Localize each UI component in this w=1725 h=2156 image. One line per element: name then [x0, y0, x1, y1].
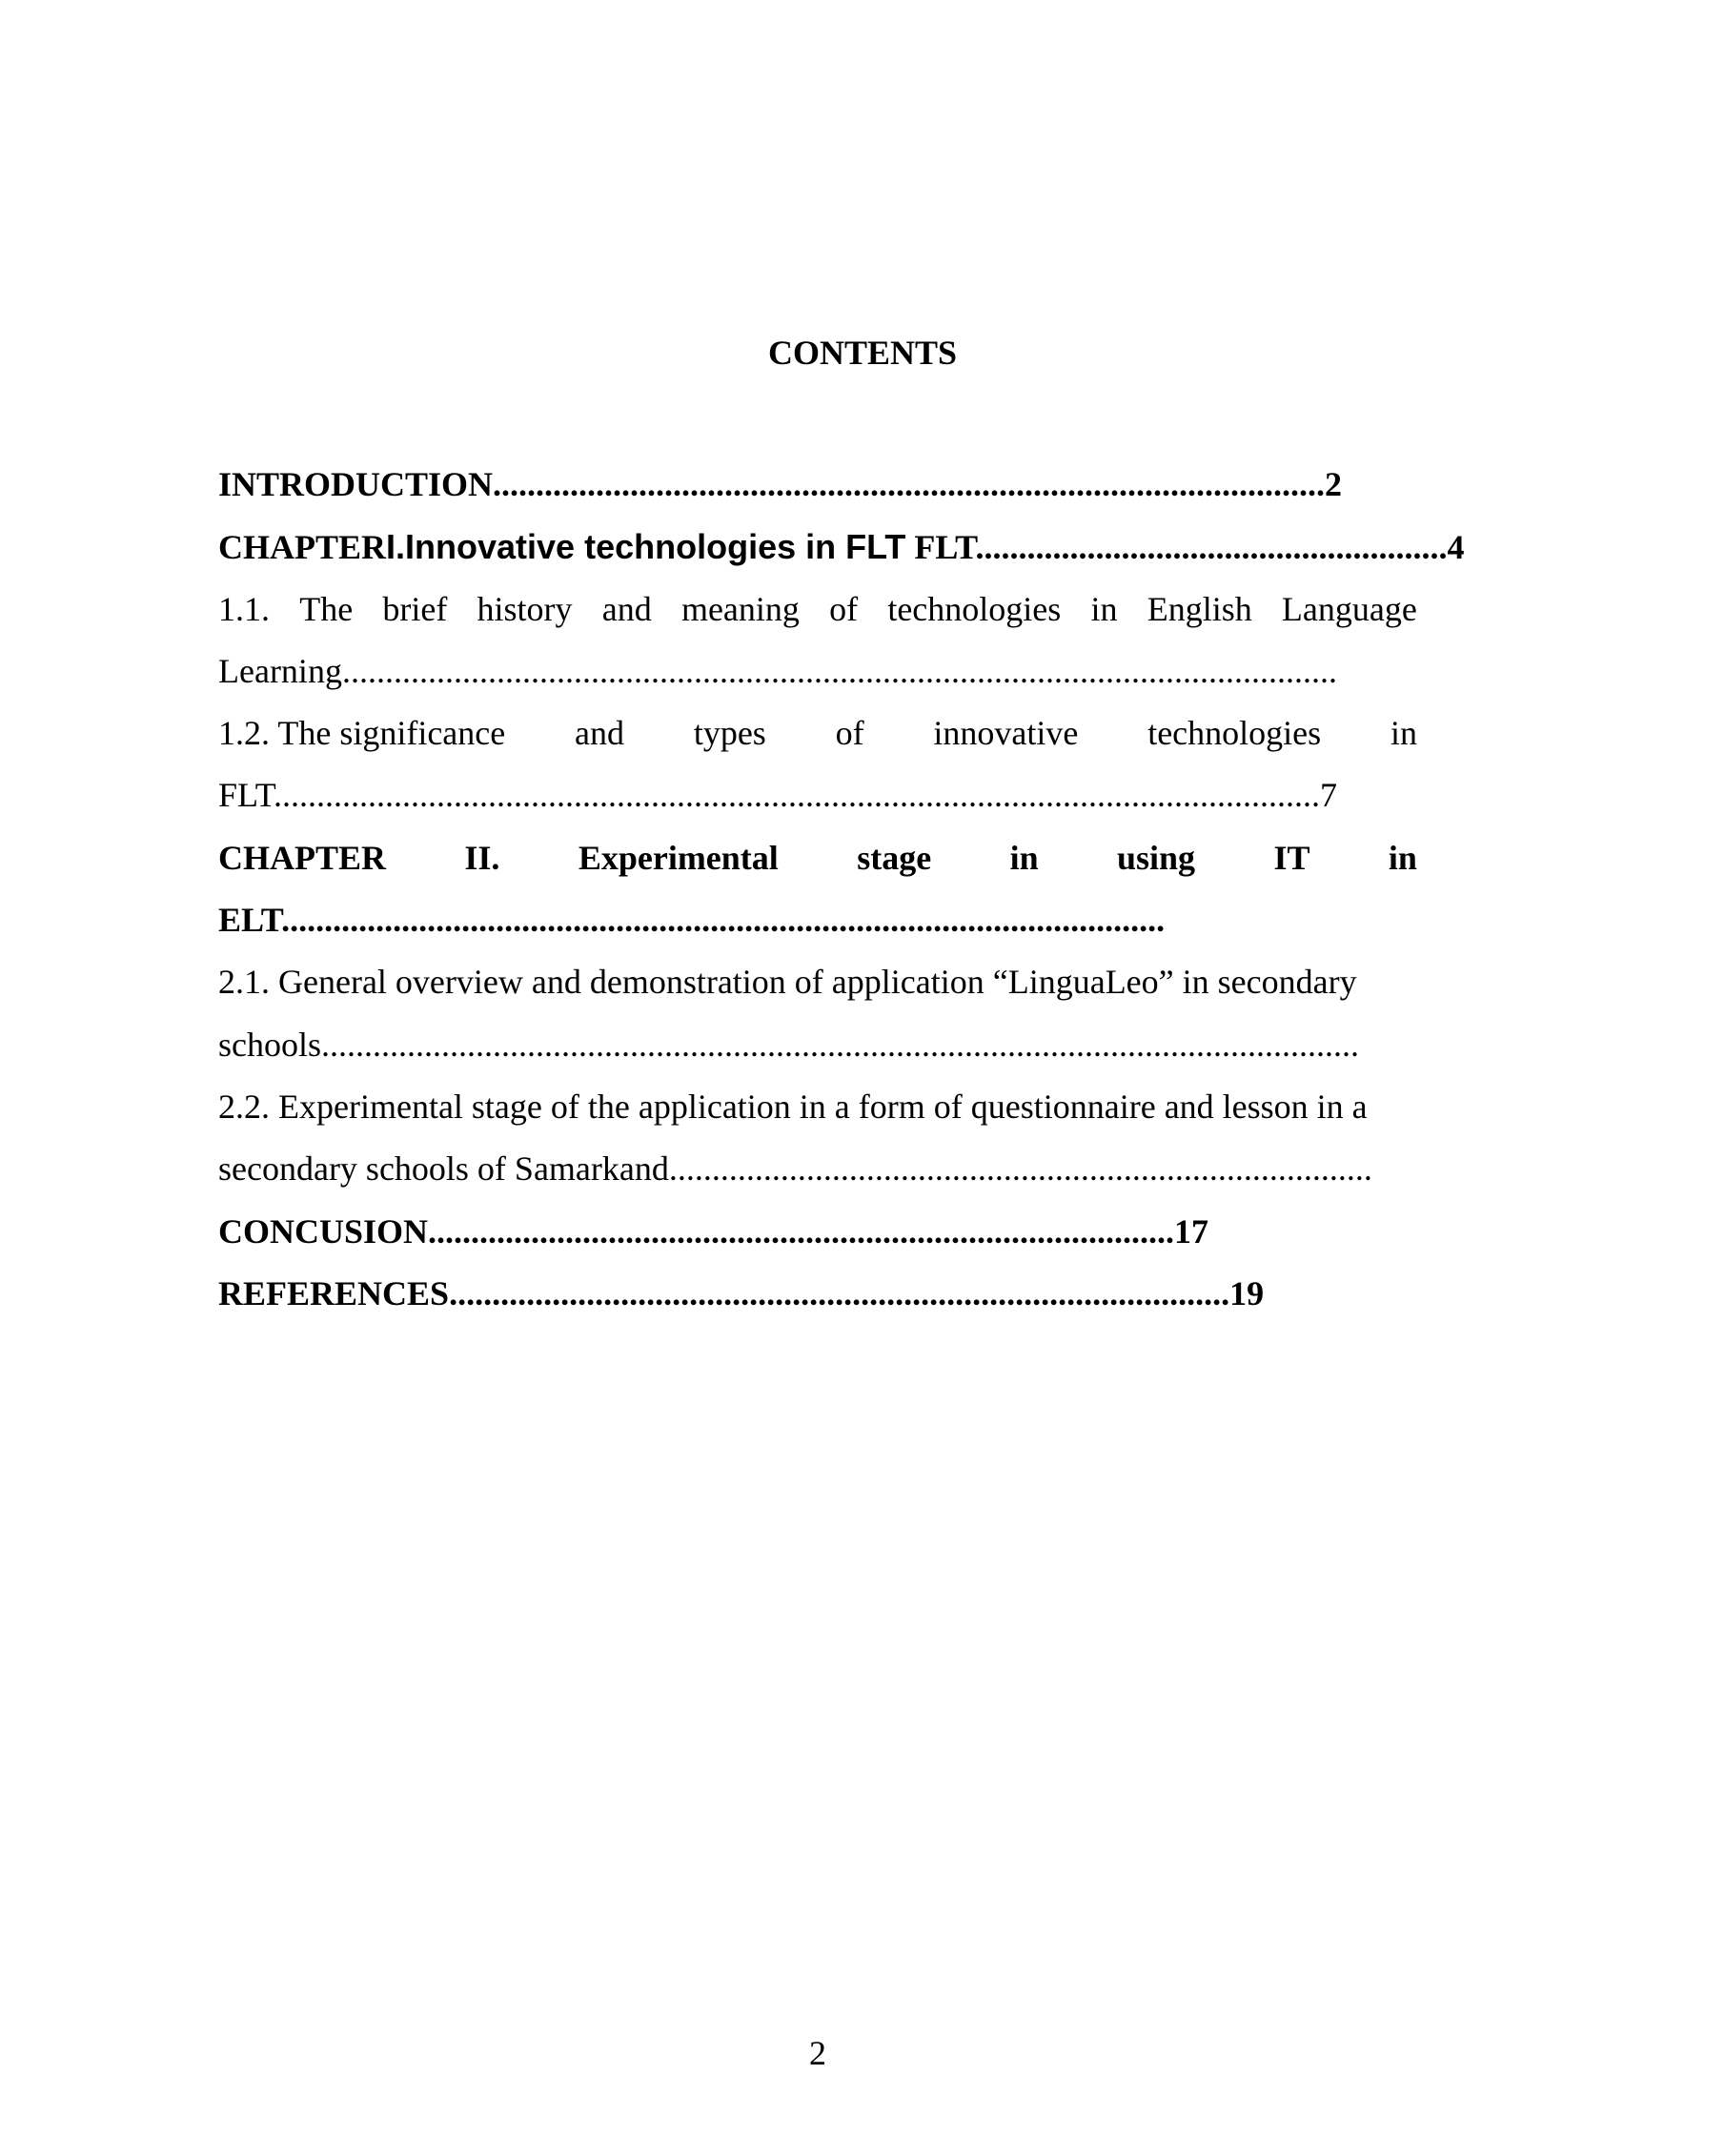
toc-entry-label: secondary schools of Samarkand [218, 1149, 669, 1189]
toc-word: and [575, 714, 625, 753]
toc-word: technologies [1147, 714, 1322, 753]
toc-word: innovative [933, 714, 1079, 753]
toc-chapter-suffix: FLT [905, 528, 976, 567]
toc-word: meaning [680, 589, 800, 628]
toc-leader-dots: .................................................................................. [668, 1149, 1372, 1189]
toc-entry-chapter-1[interactable] [218, 516, 1465, 578]
toc-entry-chapter-2-line1[interactable] [218, 827, 1417, 889]
toc-word: CHAPTER [218, 838, 387, 877]
toc-leader-dots: ................................................................................................. [493, 465, 1326, 503]
toc-entry-1-2-line2[interactable] [218, 764, 1417, 826]
toc-word: II. [464, 838, 500, 877]
toc-word: using [1117, 838, 1196, 877]
toc-word: Language [1281, 589, 1417, 628]
page-footer-number: 2 [809, 2034, 826, 2072]
toc-entry-introduction[interactable] [218, 454, 1417, 516]
toc-word: English [1147, 589, 1252, 628]
toc-entry-label: INTRODUCTION [218, 465, 494, 503]
toc-word: in [1388, 838, 1417, 877]
toc-leader-dots: ....................................................... [975, 528, 1448, 567]
toc-word: in [1090, 589, 1118, 628]
toc-entry-2-1-line1[interactable] [218, 951, 1417, 1013]
toc-entry-label: FLT [218, 776, 274, 815]
toc-entry-2-2-line1[interactable] [218, 1076, 1417, 1138]
toc-entry-1-1-line1[interactable] [218, 579, 1417, 641]
toc-leader-dots: ........................................................................................... [449, 1273, 1230, 1312]
toc-entry-label: Learning [218, 651, 342, 690]
toc-word: brief [382, 589, 448, 628]
toc-word: Experimental [578, 838, 779, 877]
toc-entry-label: 2.2. Experimental stage of the application in a form of questionnaire and lesson in a [218, 1087, 1368, 1126]
toc-word: in [1009, 838, 1039, 877]
toc-page-number: 17 [1174, 1211, 1209, 1251]
toc-page-number: 7 [1320, 776, 1338, 815]
toc-chapter-prefix: CHAPTER [218, 528, 387, 567]
toc-word: IT [1273, 838, 1310, 877]
toc-word: The [299, 589, 354, 628]
toc-leader-dots: ......................................................................................................................... [321, 1025, 1359, 1064]
toc-word: types [693, 714, 766, 753]
toc-page-number: 19 [1229, 1273, 1265, 1312]
table-of-contents [218, 454, 1465, 1325]
toc-word: of [829, 589, 859, 628]
toc-word: stage [857, 838, 932, 877]
toc-page-number: 2 [1325, 465, 1343, 503]
toc-word: 1.1. [218, 589, 270, 628]
toc-entry-chapter-2-line2[interactable] [218, 889, 1417, 951]
page-title: CONTENTS [767, 334, 958, 372]
toc-entry-1-1-line2[interactable] [218, 641, 1417, 702]
toc-entry-label: 2.1. General overview and demonstration of application “LinguaLeo” in secondary [218, 963, 1357, 1002]
toc-leader-dots: ....................................................................................... [428, 1211, 1175, 1251]
toc-entry-conclusion[interactable] [218, 1201, 1417, 1263]
toc-word: history [477, 589, 573, 628]
toc-word: 1.2. The significance [218, 714, 506, 753]
toc-entry-label: CONCUSION [218, 1211, 429, 1251]
toc-entry-label: Innovative technologies in FLT [405, 527, 906, 567]
toc-entry-2-1-line2[interactable] [218, 1014, 1417, 1076]
toc-word: in [1390, 714, 1417, 753]
toc-entry-label: REFERENCES [218, 1273, 450, 1312]
toc-word: of [835, 714, 864, 753]
toc-leader-dots: .......................................................................................................................... [274, 776, 1321, 815]
toc-entry-2-2-line2[interactable] [218, 1138, 1417, 1200]
toc-word: and [601, 589, 652, 628]
toc-entry-1-2-line1[interactable] [218, 702, 1417, 764]
toc-entry-references[interactable] [218, 1263, 1417, 1325]
toc-leader-dots: .................................................................................................................... [341, 651, 1337, 690]
toc-leader-dots: ....................................................................................................... [281, 901, 1166, 940]
toc-word: technologies [887, 589, 1062, 628]
toc-entry-label: schools [218, 1025, 321, 1064]
toc-chapter-roman: I. [386, 527, 406, 567]
toc-page-number: 4 [1447, 528, 1465, 567]
toc-entry-label: ELT [218, 901, 282, 940]
